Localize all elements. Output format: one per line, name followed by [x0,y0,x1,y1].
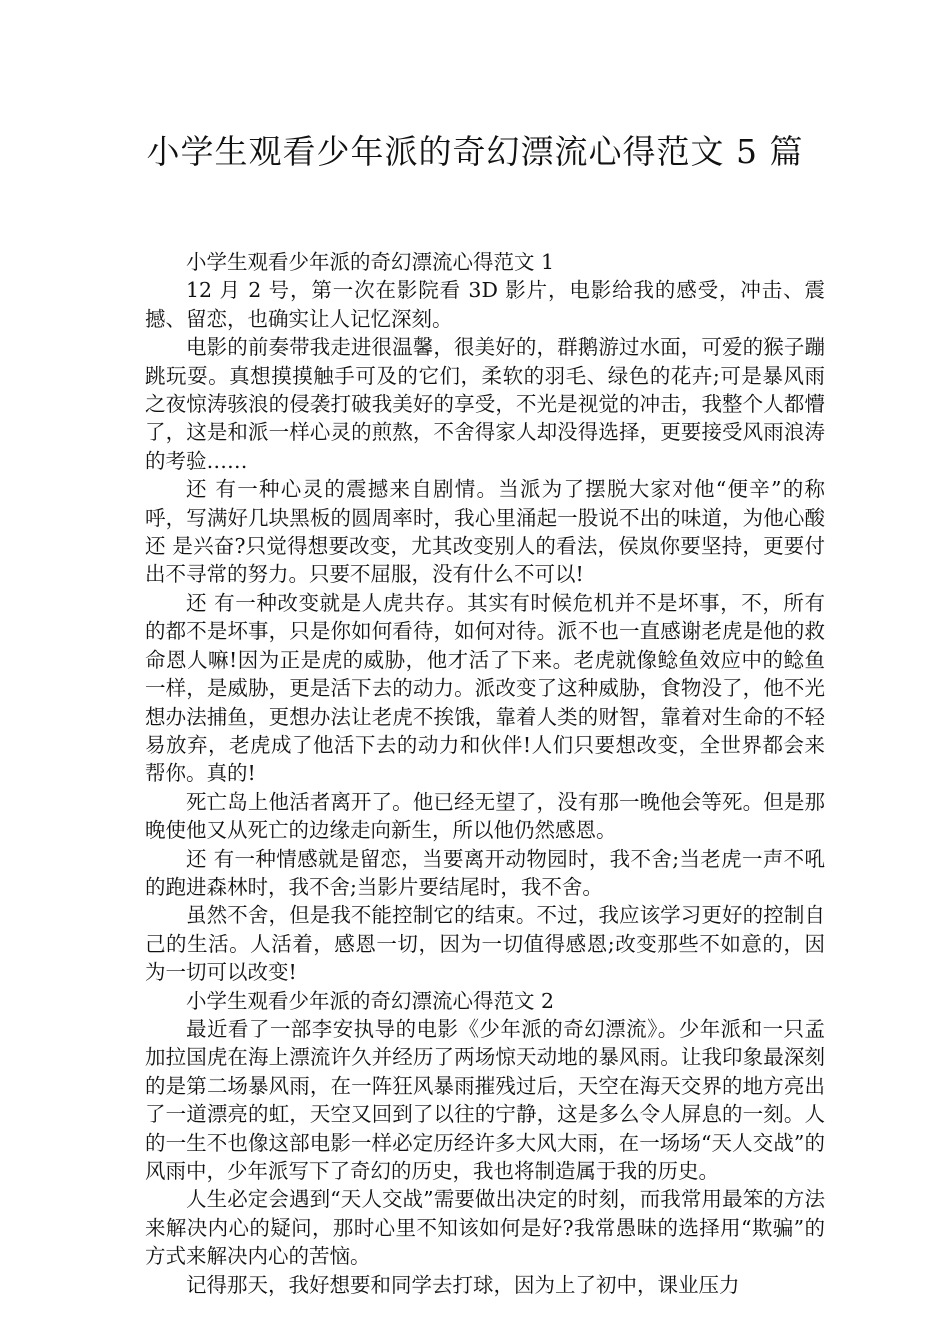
paragraph: 12 月 2 号，第一次在影院看 3D 影片，电影给我的感受，冲击、震撼、留恋，也确实让人记忆深刻。 [145,278,825,331]
paragraph: 还 有一种心灵的震撼来自剧情。当派为了摆脱大家对他“便辛”的称呼，写满好几块黑板的圆周率时，我心里涌起一股说不出的味道，为他心酸还 是兴奋?只觉得想要改变，尤其改变别人的看法，侯岚你要坚持，更要付出不寻常的努力。只要不屈服，没有什么不可以! [145,477,825,587]
document-title: 小学生观看少年派的奇幻漂流心得范文 5 篇 [146,132,804,171]
paragraph: 还 有一种改变就是人虎共存。其实有时候危机并不是坏事，不，所有的都不是坏事，只是你如何看待，如何对待。派不也一直感谢老虎是他的救命恩人嘛!因为正是虎的威胁，他才活了下来。老虎就像鲶鱼效应中的鲶鱼一样，是威胁，更是活下去的动力。派改变了这种威胁，食物没了，他不光想办法捕鱼，更想办法让老虎不挨饿，靠着人类的财智，靠着对生命的不轻易放弃，老虎成了他活下去的动力和伙伴!人们只要想改变，全世界都会来帮你。真的! [145,590,825,786]
paragraph: 虽然不舍，但是我不能控制它的结束。不过，我应该学习更好的控制自己的生活。人活着，感恩一切，因为一切值得感恩;改变那些不如意的，因为一切可以改变! [145,903,825,985]
section-heading-1: 小学生观看少年派的奇幻漂流心得范文 1 [186,250,555,274]
paragraph: 人生必定会遇到“天人交战”需要做出决定的时刻，而我常用最笨的方法来解决内心的疑问，那时心里不知该如何是好?我常愚昧的选择用“欺骗”的方式来解决内心的苦恼。 [145,1187,825,1269]
paragraph: 最近看了一部李安执导的电影《少年派的奇幻漂流》。少年派和一只孟加拉国虎在海上漂流许久并经历了两场惊天动地的暴风雨。让我印象最深刻的是第二场暴风雨，在一阵狂风暴雨摧残过后，天空在海天交界的地方亮出了一道漂亮的虹，天空又回到了以往的宁静，这是多么令人屏息的一刻。人的一生不也像这部电影一样必定历经许多大风大雨，在一场场“天人交战”的风雨中，少年派写下了奇幻的历史，我也将制造属于我的历史。 [145,1016,825,1183]
paragraph: 死亡岛上他活者离开了。他已经无望了，没有那一晚他会等死。但是那晚使他又从死亡的边缘走向新生，所以他仍然感恩。 [145,789,825,843]
paragraph: 还 有一种情感就是留恋，当要离开动物园时，我不舍;当老虎一声不吼的跑进森林时，我不舍;当影片要结尾时，我不舍。 [145,846,825,899]
document-body [145,248,825,1299]
paragraph: 电影的前奏带我走进很温馨，很美好的，群鹅游过水面，可爱的猴子蹦跳玩耍。真想摸摸触手可及的它们，柔软的羽毛、绿色的花卉;可是暴风雨之夜惊涛骇浪的侵袭打破我美好的享受，不光是视觉的冲击，我整个人都懵了，这是和派一样心灵的煎熬，不舍得家人却没得选择，更要接受风雨浪涛的考验…… [145,335,825,473]
section-heading-2: 小学生观看少年派的奇幻漂流心得范文 2 [186,988,555,1013]
paragraph: 记得那天，我好想要和同学去打球，因为上了初中，课业压力 [186,1272,740,1297]
